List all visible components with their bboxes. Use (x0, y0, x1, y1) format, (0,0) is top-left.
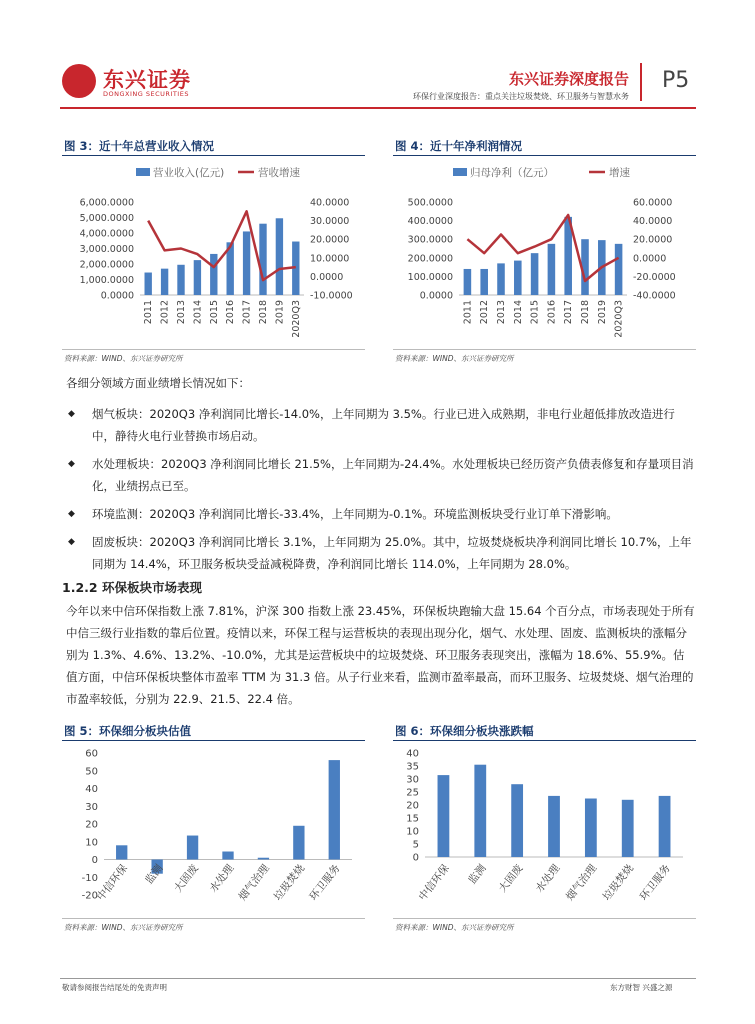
y-left-tick-label: 300.0000 (407, 234, 453, 246)
x-tick-label: 2011 (143, 300, 155, 325)
y-tick-label: 0 (412, 852, 419, 864)
report-subtitle: 环保行业深度报告：重点关注垃圾焚烧、环卫服务与智慧水务 (413, 92, 629, 101)
fig3-title: 图 3：近十年总营业收入情况 (64, 139, 215, 153)
y-right-tick-label: 40.0000 (633, 216, 673, 228)
x-tick-label: 2020Q3 (613, 300, 625, 338)
y-tick-label: 60 (85, 748, 98, 760)
header-divider (640, 63, 642, 101)
y-left-tick-label: 1,000.0000 (79, 275, 134, 286)
price-change-chart (393, 743, 698, 916)
bar-2018 (259, 224, 266, 295)
y-right-tick-label: 60.0000 (633, 197, 673, 209)
y-right-tick-label: 0.0000 (633, 253, 667, 265)
y-tick-label: 10 (406, 826, 419, 838)
market-paragraph: 今年以来中信环保指数上涨 7.81%，沪深 300 指数上涨 23.45%，环保板块跑输大盘 15.64 个百分点，市场表现处于所有中信三级行业指数的靠后位置。疫情以来，环保工程与运营板块的表现出现分化，烟气、水处理、固废、监测板块的涨幅分别为 1.3%、4.6%、13.2%、-10.0%，尤其是运营板块中的垃圾焚烧、环卫服务表现突出，涨幅为 18.6%、55.9%。估值方面，中信环保板块整体市盈率 TTM 为 31.3 倍。从子行业来看，监测市盈率最高，而环卫服务、垃圾焚烧、烟气治理的市盈率较低，分别为 22.9、21.5、22.4 倍。 (66, 604, 695, 706)
x-tick-label: 2019 (274, 300, 286, 325)
y-left-tick-label: 2,000.0000 (79, 259, 134, 271)
y-tick-label: 20 (85, 819, 98, 831)
x-tick-label: 监测 (143, 862, 166, 887)
y-right-tick-label: 40.0000 (310, 197, 350, 209)
footer-rule (60, 978, 696, 979)
bar-垃圾焚烧 (622, 800, 634, 857)
bar-2011 (464, 269, 472, 295)
x-tick-label: 2018 (258, 300, 269, 325)
bar-2020Q3 (615, 244, 623, 295)
x-tick-label: 监测 (466, 862, 489, 887)
y-left-tick-label: 100.0000 (407, 271, 453, 283)
x-tick-label: 环卫服务 (307, 862, 343, 903)
legend-line-label: 营收增速 (258, 167, 300, 179)
y-right-tick-label: 0.0000 (310, 271, 344, 283)
bullet-icon: ◆ (68, 509, 75, 519)
x-tick-label: 2015 (529, 300, 541, 325)
bar-2014 (514, 261, 522, 295)
header-rule (60, 107, 696, 109)
y-left-tick-label: 4,000.0000 (79, 228, 134, 240)
legend-bar-label: 营业收入(亿元) (153, 167, 225, 179)
bar-2014 (194, 260, 201, 295)
page-number: P5 (662, 68, 690, 93)
bar-2017 (243, 231, 250, 295)
bullet-icon: ◆ (68, 537, 75, 547)
bar-2011 (145, 273, 152, 295)
x-tick-label: 大固废 (172, 862, 201, 895)
x-tick-label: 垃圾焚烧 (600, 862, 637, 903)
growth-line (148, 211, 296, 280)
x-tick-label: 烟气治理 (236, 862, 272, 903)
fig3-bottom-rule (62, 349, 365, 350)
footer-disclaimer: 敬请参阅报告结尾处的免责声明 (62, 983, 167, 992)
y-tick-label: 40 (85, 784, 98, 795)
bar-2019 (276, 218, 283, 295)
y-tick-label: 0 (91, 855, 98, 866)
bar-中信环保 (438, 775, 450, 857)
bar-垃圾焚烧 (293, 826, 304, 860)
net-profit-chart (393, 158, 698, 348)
y-tick-label: 40 (406, 748, 419, 760)
fig6-source: 资料来源：WIND、东兴证券研究所 (395, 923, 514, 932)
x-tick-label: 环卫服务 (637, 862, 673, 903)
fig6-title: 图 6：环保细分板块涨跌幅 (395, 724, 534, 738)
legend-bar-label: 归母净利（亿元） (470, 167, 554, 179)
bar-2013 (177, 265, 184, 295)
x-tick-label: 大固废 (496, 862, 526, 895)
bar-2012 (480, 269, 488, 295)
bar-大固废 (511, 784, 523, 857)
y-left-tick-label: 5,000.0000 (79, 213, 134, 224)
bar-2015 (210, 254, 217, 295)
y-tick-label: -10 (81, 872, 98, 884)
bar-大固废 (187, 836, 198, 860)
y-left-tick-label: 0.0000 (419, 290, 453, 302)
x-tick-label: 烟气治理 (563, 862, 600, 903)
fig4-title: 图 4：近十年净利润情况 (395, 139, 523, 153)
growth-line (467, 215, 618, 281)
y-tick-label: 30 (406, 774, 419, 786)
fig6-title-rule (393, 740, 696, 741)
bar-环卫服务 (329, 760, 340, 859)
valuation-chart (62, 743, 367, 916)
bar-水处理 (548, 796, 560, 857)
y-right-tick-label: 10.0000 (310, 253, 350, 265)
y-right-tick-label: 20.0000 (633, 234, 673, 246)
y-tick-label: 50 (85, 766, 98, 778)
y-tick-label: 30 (85, 801, 98, 813)
fig4-source: 资料来源：WIND、东兴证券研究所 (395, 354, 514, 363)
y-right-tick-label: 30.0000 (310, 216, 350, 228)
bar-烟气治理 (585, 799, 597, 858)
x-tick-label: 2019 (596, 300, 608, 325)
report-title: 东兴证券深度报告 (508, 70, 629, 88)
y-tick-label: -20 (81, 890, 98, 902)
y-right-tick-label: -10.0000 (310, 290, 353, 302)
bar-中信环保 (116, 845, 127, 859)
bullet-monitoring: 环境监测：2020Q3 净利润同比增长-33.4%，上年同期为-0.1%。环境监测板块受行业订单下滑影响。 (92, 507, 618, 521)
y-tick-label: 5 (412, 839, 419, 851)
bullet-solid-waste: 固废板块：2020Q3 净利润同比增长 3.1%，上年同期为 25.0%。其中，垃圾焚烧板块净利润同比增长 10.7%，上年同期为 14.4%，环卫服务板块受益减税降费，净利润同比增长 114.0%，上年同期为 28.0%。 (92, 535, 692, 571)
section-heading: 1.2.2 环保板块市场表现 (62, 580, 202, 595)
y-left-tick-label: 0.0000 (100, 290, 134, 302)
fig5-title-rule (62, 740, 365, 741)
x-tick-label: 水处理 (207, 862, 237, 895)
fig5-bottom-rule (62, 918, 365, 919)
footer-slogan: 东方财智 兴盛之源 (610, 983, 673, 992)
legend-line-label: 增速 (609, 167, 630, 179)
y-right-tick-label: -40.0000 (633, 290, 676, 302)
fig3-source: 资料来源：WIND、东兴证券研究所 (64, 354, 183, 363)
y-right-tick-label: -20.0000 (633, 271, 676, 283)
brand-name-en: DONGXING SECURITIES (103, 90, 189, 98)
y-tick-label: 35 (406, 761, 419, 773)
bar-监测 (474, 765, 486, 857)
revenue-chart (62, 158, 367, 348)
bar-环卫服务 (659, 796, 671, 857)
x-tick-label: 2014 (192, 300, 204, 325)
bar-2015 (531, 253, 539, 295)
bar-水处理 (222, 852, 233, 860)
x-tick-label: 2016 (546, 300, 558, 325)
x-tick-label: 中信环保 (94, 862, 131, 903)
y-left-tick-label: 6,000.0000 (79, 197, 134, 209)
fig4-title-rule (393, 155, 696, 156)
x-tick-label: 2012 (479, 300, 491, 325)
fig3-title-rule (62, 155, 365, 156)
bar-2012 (161, 269, 168, 295)
bullet-icon: ◆ (68, 409, 75, 419)
x-tick-label: 2017 (241, 300, 253, 325)
x-tick-label: 2015 (208, 300, 220, 325)
bar-2013 (497, 263, 505, 295)
y-right-tick-label: 20.0000 (310, 234, 350, 246)
fig6-bottom-rule (393, 918, 696, 919)
y-left-tick-label: 3,000.0000 (79, 244, 134, 255)
x-tick-label: 2014 (512, 300, 524, 325)
y-left-tick-label: 400.0000 (407, 216, 453, 228)
bullet-icon: ◆ (68, 459, 75, 469)
brand-logo-icon (62, 64, 96, 98)
y-left-tick-label: 500.0000 (407, 197, 453, 209)
x-tick-label: 2011 (462, 300, 474, 325)
x-tick-label: 2012 (159, 300, 171, 325)
x-tick-label: 水处理 (533, 862, 563, 895)
brand-name: 东兴证券 (103, 68, 191, 92)
x-tick-label: 2013 (176, 300, 187, 325)
x-tick-label: 中信环保 (416, 862, 452, 903)
y-tick-label: 10 (85, 837, 98, 849)
bar-烟气治理 (258, 858, 269, 860)
y-tick-label: 25 (406, 787, 419, 799)
y-left-tick-label: 200.0000 (407, 253, 453, 265)
x-tick-label: 2020Q3 (290, 300, 302, 338)
fig4-bottom-rule (393, 349, 696, 350)
x-tick-label: 垃圾焚烧 (271, 862, 308, 903)
x-tick-label: 2016 (225, 300, 237, 325)
x-tick-label: 2013 (496, 300, 507, 325)
bar-2016 (548, 244, 556, 295)
y-tick-label: 20 (406, 800, 419, 812)
y-tick-label: 15 (406, 813, 419, 825)
x-tick-label: 2018 (580, 300, 591, 325)
x-tick-label: 2017 (563, 300, 575, 325)
bullet-flue-gas: 烟气板块：2020Q3 净利润同比增长-14.0%，上年同期为 3.5%。行业已进入成熟期，非电行业超低排放改造进行中，静待火电行业替换市场启动。 (92, 407, 675, 443)
legend-bar-swatch (136, 168, 150, 176)
legend-bar-swatch (453, 168, 467, 176)
bullet-water: 水处理板块：2020Q3 净利润同比增长 21.5%，上年同期为-24.4%。水处理板块已经历资产负债表修复和存量项目消化，业绩拐点已至。 (92, 457, 694, 493)
fig5-title: 图 5：环保细分板块估值 (64, 724, 192, 738)
intro-text: 各细分领域方面业绩增长情况如下： (66, 376, 250, 390)
fig5-source: 资料来源：WIND、东兴证券研究所 (64, 923, 183, 932)
